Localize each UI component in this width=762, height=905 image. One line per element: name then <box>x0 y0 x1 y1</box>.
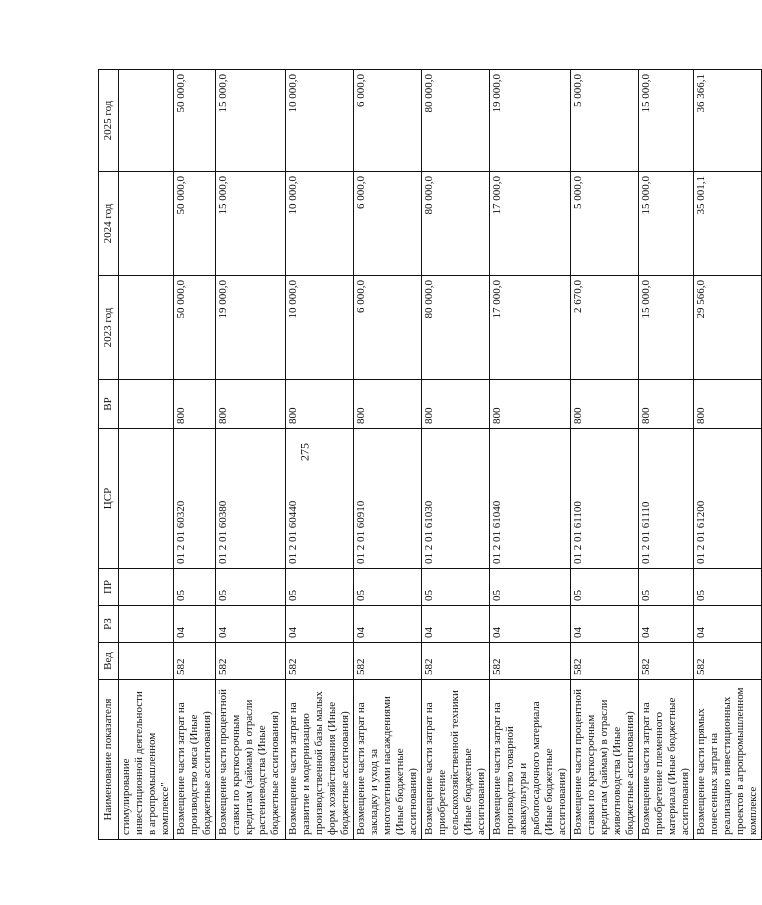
cell-2024: 80 000,0 <box>422 172 490 276</box>
cell-2023: 29 566,0 <box>694 276 762 380</box>
cell-vr: 800 <box>422 380 490 429</box>
cell-rz: 04 <box>286 606 354 643</box>
cell-csr: 01 2 01 61110 <box>639 429 694 569</box>
cell-2025: 6 000,0 <box>354 70 422 172</box>
cell-2025: 15 000,0 <box>639 70 694 172</box>
header-ved: Вед <box>99 643 119 680</box>
table-row <box>422 70 490 840</box>
cell-pr: 05 <box>354 569 422 606</box>
header-rz: РЗ <box>99 606 119 643</box>
cell-pr: 05 <box>286 569 354 606</box>
cell-2025: 80 000,0 <box>422 70 490 172</box>
table-row <box>119 70 174 840</box>
cell-2023: 6 000,0 <box>354 276 422 380</box>
table-row <box>490 70 571 840</box>
cell-2023: 80 000,0 <box>422 276 490 380</box>
cell-csr: 01 2 01 61200 <box>694 429 762 569</box>
cell-ved <box>119 643 174 680</box>
cell-name: Возмещение части затрат на приобретение сельскохозяйственной техники (Иные бюджетные ассигнования) <box>422 680 490 840</box>
cell-2025: 19 000,0 <box>490 70 571 172</box>
cell-name: стимулирование инвестиционной деятельности в агропромышленном комплексе" <box>119 680 174 840</box>
cell-name: Возмещение части затрат на производство мяса (Иные бюджетные ассигнования) <box>174 680 216 840</box>
table-row <box>639 70 694 840</box>
cell-2024: 15 000,0 <box>216 172 286 276</box>
cell-2024 <box>119 172 174 276</box>
cell-2024: 50 000,0 <box>174 172 216 276</box>
cell-rz: 04 <box>571 606 639 643</box>
cell-2023: 10 000,0 <box>286 276 354 380</box>
header-row <box>99 70 119 840</box>
cell-ved: 582 <box>694 643 762 680</box>
cell-pr: 05 <box>174 569 216 606</box>
cell-2024: 17 000,0 <box>490 172 571 276</box>
cell-name: Возмещение части процентной ставки по краткосрочным кредитам (займам) в отрасли животноводства (Иные бюджетные ассигнования) <box>571 680 639 840</box>
cell-2023: 19 000,0 <box>216 276 286 380</box>
cell-ved: 582 <box>422 643 490 680</box>
cell-2025: 5 000,0 <box>571 70 639 172</box>
table-row <box>694 70 762 840</box>
cell-csr: 01 2 01 61100 <box>571 429 639 569</box>
cell-2023: 15 000,0 <box>639 276 694 380</box>
cell-name: Возмещение части затрат на развитие и модернизацию производственной базы малых форм хозяйствования (Иные бюджетные ассигнования) <box>286 680 354 840</box>
table-row <box>216 70 286 840</box>
table-row <box>286 70 354 840</box>
cell-rz: 04 <box>694 606 762 643</box>
cell-2024: 10 000,0 <box>286 172 354 276</box>
cell-rz: 04 <box>639 606 694 643</box>
cell-vr: 800 <box>216 380 286 429</box>
cell-vr: 800 <box>571 380 639 429</box>
cell-ved: 582 <box>216 643 286 680</box>
cell-rz: 04 <box>490 606 571 643</box>
cell-ved: 582 <box>639 643 694 680</box>
table-row <box>571 70 639 840</box>
cell-ved: 582 <box>174 643 216 680</box>
table-row <box>354 70 422 840</box>
cell-2024: 15 000,0 <box>639 172 694 276</box>
cell-rz: 04 <box>354 606 422 643</box>
cell-vr: 800 <box>694 380 762 429</box>
cell-pr <box>119 569 174 606</box>
cell-vr: 800 <box>286 380 354 429</box>
header-2024: 2024 год <box>99 172 119 276</box>
cell-csr: 01 2 01 61030 <box>422 429 490 569</box>
cell-name: Возмещение части затрат на закладку и уход за многолетними насаждениями (Иные бюджетные ассигнования) <box>354 680 422 840</box>
budget-table <box>98 69 762 840</box>
cell-2025: 15 000,0 <box>216 70 286 172</box>
cell-csr: 01 2 01 60440 <box>286 429 354 569</box>
cell-vr: 800 <box>174 380 216 429</box>
cell-csr: 01 2 01 60380 <box>216 429 286 569</box>
cell-2025: 10 000,0 <box>286 70 354 172</box>
header-2025: 2025 год <box>99 70 119 172</box>
cell-rz: 04 <box>422 606 490 643</box>
cell-2024: 35 001,1 <box>694 172 762 276</box>
rotated-table-wrapper <box>98 70 759 840</box>
cell-2024: 6 000,0 <box>354 172 422 276</box>
cell-2023: 50 000,0 <box>174 276 216 380</box>
cell-rz: 04 <box>216 606 286 643</box>
header-vr: ВР <box>99 380 119 429</box>
cell-vr: 800 <box>490 380 571 429</box>
header-2023: 2023 год <box>99 276 119 380</box>
cell-name: Возмещение части прямых понесенных затрат на реализацию инвестиционных проектов в агропромышленном комплексе <box>694 680 762 840</box>
cell-csr: 01 2 01 60320 <box>174 429 216 569</box>
header-name: Наименование показателя <box>99 680 119 840</box>
cell-2023: 17 000,0 <box>490 276 571 380</box>
cell-pr: 05 <box>422 569 490 606</box>
cell-pr: 05 <box>571 569 639 606</box>
cell-vr: 800 <box>354 380 422 429</box>
cell-ved: 582 <box>571 643 639 680</box>
cell-vr: 800 <box>639 380 694 429</box>
header-pr: ПР <box>99 569 119 606</box>
cell-name: Возмещение части затрат на приобретение племенного материала (Иные бюджетные ассигнования) <box>639 680 694 840</box>
cell-2024: 5 000,0 <box>571 172 639 276</box>
cell-csr <box>119 429 174 569</box>
header-csr: ЦСР <box>99 429 119 569</box>
cell-csr: 01 2 01 60910 <box>354 429 422 569</box>
table-row <box>174 70 216 840</box>
cell-rz: 04 <box>174 606 216 643</box>
cell-ved: 582 <box>354 643 422 680</box>
page-number: 275 <box>297 443 312 461</box>
cell-2023: 2 670,0 <box>571 276 639 380</box>
cell-pr: 05 <box>216 569 286 606</box>
cell-pr: 05 <box>694 569 762 606</box>
cell-2025: 50 000,0 <box>174 70 216 172</box>
cell-pr: 05 <box>490 569 571 606</box>
cell-pr: 05 <box>639 569 694 606</box>
cell-rz <box>119 606 174 643</box>
cell-2025 <box>119 70 174 172</box>
cell-ved: 582 <box>490 643 571 680</box>
cell-vr <box>119 380 174 429</box>
cell-csr: 01 2 01 61040 <box>490 429 571 569</box>
cell-2023 <box>119 276 174 380</box>
cell-ved: 582 <box>286 643 354 680</box>
cell-name: Возмещение части затрат на производство товарной аквакультуры и рыбопосадочного материала (Иные бюджетные ассигнования) <box>490 680 571 840</box>
cell-2025: 36 366,1 <box>694 70 762 172</box>
cell-name: Возмещение части процентной ставки по краткосрочным кредитам (займам) в отрасли растениеводства (Иные бюджетные ассигнования) <box>216 680 286 840</box>
